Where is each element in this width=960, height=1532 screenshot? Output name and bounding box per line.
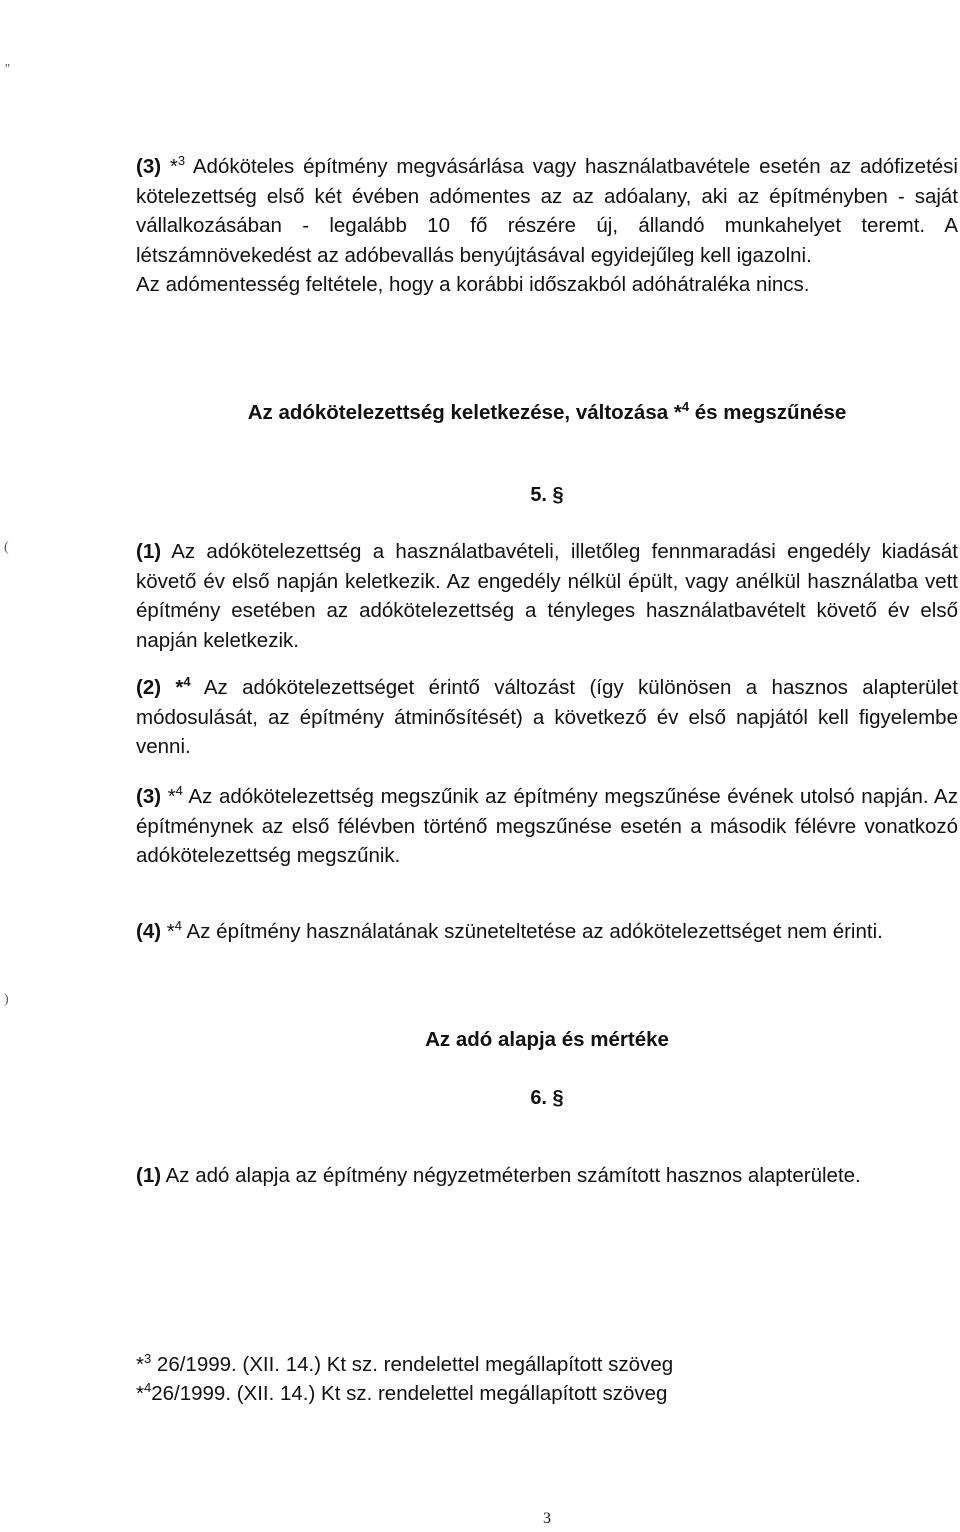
section-heading-tax-base: Az adó alapja és mértéke [425,1028,669,1051]
footnote-ref: 4 [681,399,690,415]
paragraph-number: (1) [136,540,162,563]
paragraph-number: (3) [136,785,162,808]
page-number: 3 [543,1510,551,1527]
paragraph-text: Az építmény használatának szüneteltetése az adókötelezettséget nem érinti. [181,920,883,943]
paragraph-text: Az adókötelezettség a használatbavételi, illetőleg fennmaradási engedély kiadását követő év első napján keletkezik. Az engedély nélkül épült, vagy anélkül használatba vett építmény esetében az adókötelezettség a tényleges használatbavételt követő év első napján keletkezik. [136,540,958,652]
footnote-text: 26/1999. (XII. 14.) Kt sz. rendelettel megállapított szöveg [151,1382,668,1405]
paragraph-text: Az adókötelezettség megszűnik az építmény megszűnése évének utolsó napján. Az építménynek az első félévben történő megszűnése esetén a második félévre vonatkozó adókötelezettség megszűnik. [136,785,958,867]
paragraph-number: (2) [136,676,162,699]
section-number-6: 6. § [530,1087,564,1109]
paragraph-number: (3) [136,155,162,178]
paragraph-text: Az adókötelezettséget érintő változást (így különösen a hasznos alapterület módosulását, az építmény átminősítését) a következő év első napjától kell figyelembe venni. [136,676,958,758]
footnote-mark: * [169,155,178,178]
paragraph-text: Az adó alapja az építmény négyzetméterben számított hasznos alapterülete. [161,1164,861,1187]
footnote-3 [136,1352,916,1378]
section-number-5: 5. § [530,484,564,506]
footnote-mark: * [166,920,175,943]
paragraph-number: (4) [136,920,162,943]
footnote-ref: 4 [143,1380,152,1396]
scan-speck: ( [4,540,9,555]
paragraph-5-2 [136,673,958,762]
footnote-ref: 3 [177,153,186,169]
paragraph-text: Adóköteles építmény megvásárlása vagy használatbavétele esetén az adófizetési kötelezettség első két évében adómentes az az adóalany, aki az építményben - saját vállalkozásában - legalább 10 fő részére új, állandó munkahelyet teremt. A létszámnövekedést az adóbevallás benyújtásával egyidejűleg kell igazolni. [136,155,958,267]
paragraph-5-3 [136,782,958,871]
paragraph-5-4 [136,917,958,947]
footnote-ref: 3 [143,1351,152,1367]
paragraph-6-1 [136,1161,958,1191]
footnote-mark: * [175,676,184,699]
footnote-mark: * [167,785,176,808]
footnote-mark: * [673,401,682,424]
scan-speck: '' [5,62,11,77]
footnote-text: 26/1999. (XII. 14.) Kt sz. rendelettel megállapított szöveg [151,1353,674,1376]
paragraph-3-tax-exemption [136,152,958,300]
footnote-ref: 4 [174,918,182,934]
paragraph-5-1 [136,537,958,655]
footnote-mark: * [136,1382,144,1405]
footnote-mark: * [136,1353,144,1376]
paragraph-number: (1) [136,1164,162,1187]
footnote-4 [136,1381,916,1407]
paragraph-text-second: Az adómentesség feltétele, hogy a korábbi időszakból adóhátraléka nincs. [136,273,810,296]
footnote-ref: 4 [183,674,191,690]
section-heading-obligation: Az adókötelezettség keletkezése, változása *$^4$ és megszűnése [247,399,847,424]
scan-speck: ) [4,992,9,1007]
footnote-ref: 4 [175,783,183,799]
